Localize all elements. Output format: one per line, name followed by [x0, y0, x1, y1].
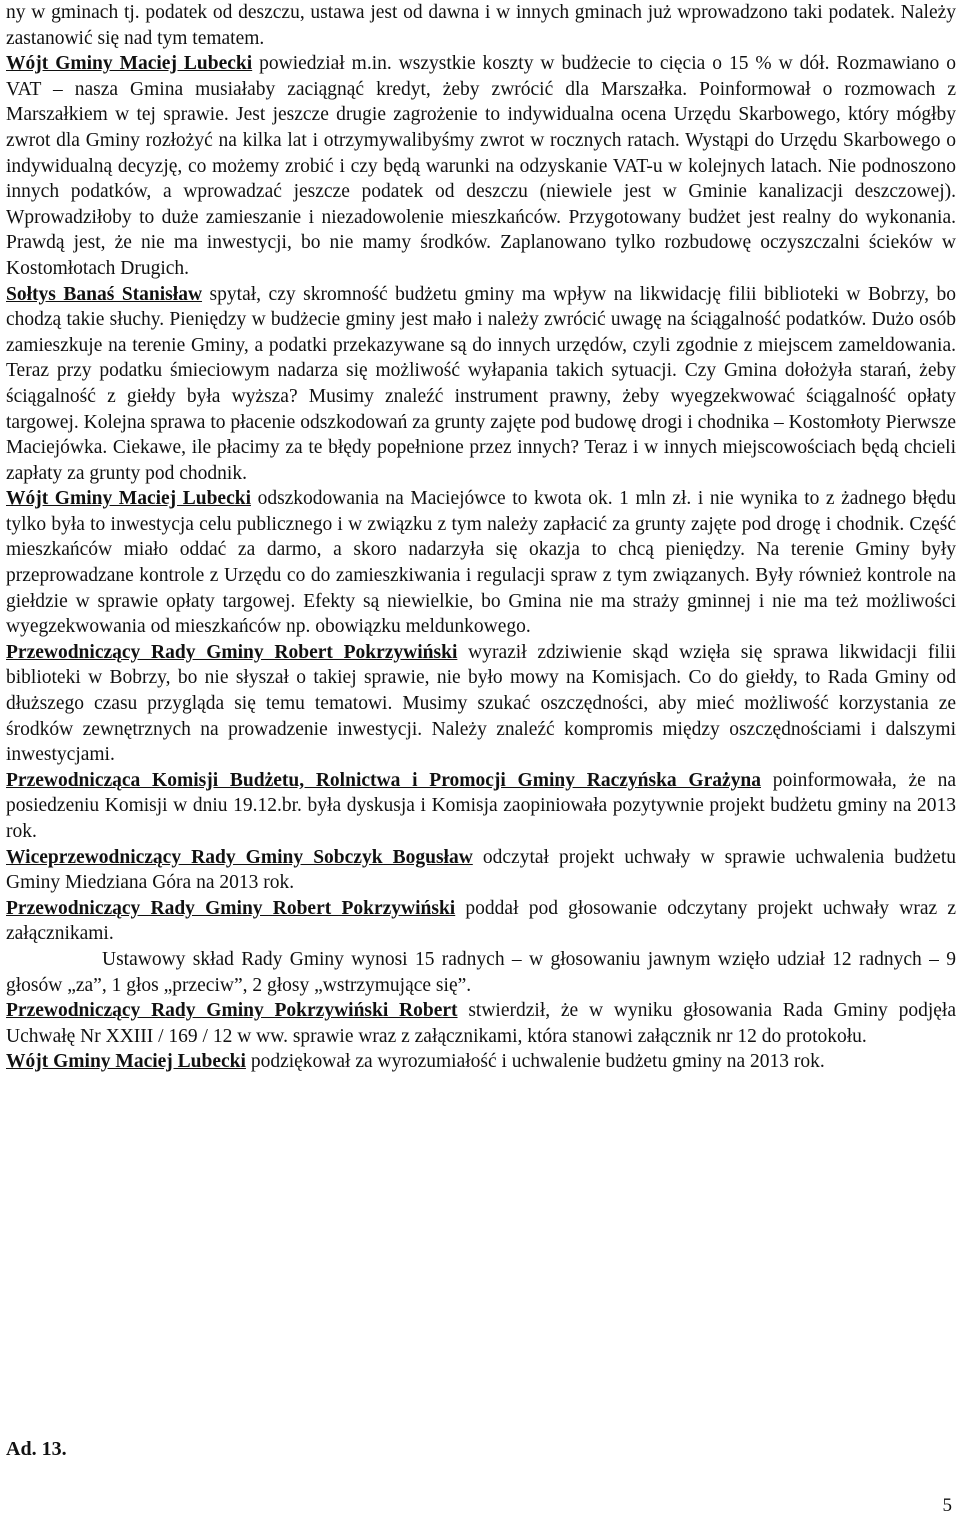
speaker-name: Wójt Gminy Maciej Lubecki	[6, 53, 253, 75]
speaker-name: Przewodnicząca Komisji Budżetu, Rolnictwa i Promocji Gminy Raczyńska Grażyna	[6, 769, 761, 791]
speaker-name: Przewodniczący Rady Gminy Robert Pokrzywiński	[6, 641, 458, 663]
paragraph-wojt-1: Wójt Gminy Maciej Lubecki powiedział m.in. wszystkie koszty w budżecie to cięcia o 15 % w dół. Rozmawiano o VAT – nasza Gmina musiałaby zaciągnąć kredyt, żeby zwrócić dla Marszałka. Poinformował o rozmowach z Marszałkiem w tej sprawie. Jest jeszcze drugie zagrożenie to indywidualna ocena Urzędu Skarbowego, który mógłby zwrot dla Gminy rozłożyć na kilka lat i otrzymywalibyśmy zwrot w rocznych ratach. Wystąpi do Urzędu Skarbowego o indywidualną decyzję, co możemy zrobić i czy będą warunki na odzyskanie VAT-u w kolejnych latach. Nie podnoszono innych podatków, a wprowadzać jeszcze podatek od deszczu (niewiele jest w Gminie kanalizacji deszczowej). Wprowadziłoby to duże zamieszanie i niezadowolenie mieszkańców. Przygotowany budżet jest realny do wykonania. Prawdą jest, że nie ma inwestycji, bo nie mamy środków. Zaplanowano tylko rozbudowę oczyszczalni ścieków w Kostomłotach Drugich.	[6, 53, 956, 279]
paragraph-przewodniczacy-3: Przewodniczący Rady Gminy Pokrzywiński Robert stwierdził, że w wyniku głosowania Rada Gminy podjęła Uchwałę Nr XXIII / 169 / 12 w ww. sprawie wraz z załącznikami, która stanowi załącznik nr 12 do protokołu.	[6, 1000, 956, 1047]
paragraph-komisja: Przewodnicząca Komisji Budżetu, Rolnictwa i Promocji Gminy Raczyńska Grażyna poinformowała, że na posiedzeniu Komisji w dniu 19.12.br. była dyskusja i Komisja zaopiniowała pozytywnie projekt budżetu gminy na 2013 rok.	[6, 769, 956, 842]
section-heading: Ad. 13.	[6, 1438, 67, 1460]
paragraph-przewodniczacy-2: Przewodniczący Rady Gminy Robert Pokrzywiński poddał pod głosowanie odczytany projekt uchwały wraz z załącznikami.	[6, 897, 956, 945]
speaker-name: Wiceprzewodniczący Rady Gminy Sobczyk Bogusław	[6, 846, 473, 868]
speaker-name: Przewodniczący Rady Gminy Robert Pokrzywiński	[6, 897, 456, 919]
paragraph-przewodniczacy-1: Przewodniczący Rady Gminy Robert Pokrzywiński wyraził zdziwienie skąd wzięła się sprawa likwidacji filii biblioteki w Bobrzy, bo nie słyszał o takiej sprawie, nie było mowy na Komisjach. Co do giełdy, to Rada Gminy od dłuższego czasu przygląda się temu tematowi. Musimy szukać oszczędności, aby mieć możliwość korzystania ze środków zewnętrznych na prowadzenie inwestycji. Należy znaleźć kompromis między oszczędnościami i dalszymi inwestycjami.	[6, 641, 956, 766]
speaker-name: Wójt Gminy Maciej Lubecki	[6, 488, 251, 510]
speaker-name: Sołtys Banaś Stanisław	[6, 283, 203, 305]
paragraph-soltys: Sołtys Banaś Stanisław spytał, czy skromność budżetu gminy ma wpływ na likwidację filii biblioteki w Bobrzy, bo chodzą takie słuchy. Pieniędzy w budżecie gminy jest mało i należy zwrócić uwagę na ściągalność podatków. Dużo osób zamieszkuje na terenie Gminy, a podatki przekazywane są do innych urzędów, czyli zgodnie z miejscem zameldowania. Teraz przy podatku śmieciowym nadarza się możliwość wyłapania takich sytuacji. Czy Gmina dołożyła starań, żeby ściągalność z giełdy była wyższa? Musimy znaleźć instrument prawny, żeby wyegzekwować ściągalność opłaty targowej. Kolejna sprawa to płacenie odszkodowań za grunty zajęte pod budowę drogi i chodnika – Kostomłoty Pierwsze Maciejówka. Ciekawe, ile płacimy za te błędy popełnione przez innych? Teraz i w innych miejscowościach będą chcieli zapłaty za grunty pod chodnik.	[6, 283, 957, 484]
page-number: 5	[942, 1495, 952, 1516]
document-body	[6, 0, 956, 1075]
speaker-name: Przewodniczący Rady Gminy Pokrzywiński Robert	[6, 1000, 458, 1022]
paragraph-wojt-2: Wójt Gminy Maciej Lubecki odszkodowania na Maciejówce to kwota ok. 1 mln zł. i nie wynika to z żadnego błędu tylko była to inwestycja celu publicznego i w związku z tym należy zapłacić za grunty zajęte pod drogę i chodnik. Część mieszkańców miało oddać za darmo, a skoro nadarzyła się okazja to chcą pieniędzy. Na terenie Gminy były przeprowadzane kontrole z Urzędu co do zamieszkiwania i regulacji spraw z tym związanych. Były również kontrole na giełdzie w sprawie opłaty targowej. Efekty są niewielkie, bo Gmina nie ma straży gminnej i nie ma też możliwości wyegzekwowania od mieszkańców np. obowiązku meldunkowego.	[6, 488, 956, 638]
paragraph-wiceprzewodniczacy: Wiceprzewodniczący Rady Gminy Sobczyk Bogusław odczytał projekt uchwały w sprawie uchwalenia budżetu Gminy Miedziana Góra na 2013 rok.	[6, 846, 956, 894]
paragraph-intro: ny w gminach tj. podatek od deszczu, ustawa jest od dawna i w innych gminach już wprowadzono taki podatek. Należy zastanowić się nad tym tematem.	[6, 2, 956, 49]
paragraph-wojt-3: Wójt Gminy Maciej Lubecki podziękował za wyrozumiałość i uchwalenie budżetu gminy na 2013 rok.	[6, 1051, 825, 1073]
paragraph-vote-result: Ustawowy skład Rady Gminy wynosi 15 radnych – w głosowaniu jawnym wzięło udział 12 radnych – 9 głosów „za”, 1 głos „przeciw”, 2 głosy „wstrzymujące się”.	[6, 948, 956, 996]
speaker-name: Wójt Gminy Maciej Lubecki	[6, 1051, 246, 1073]
